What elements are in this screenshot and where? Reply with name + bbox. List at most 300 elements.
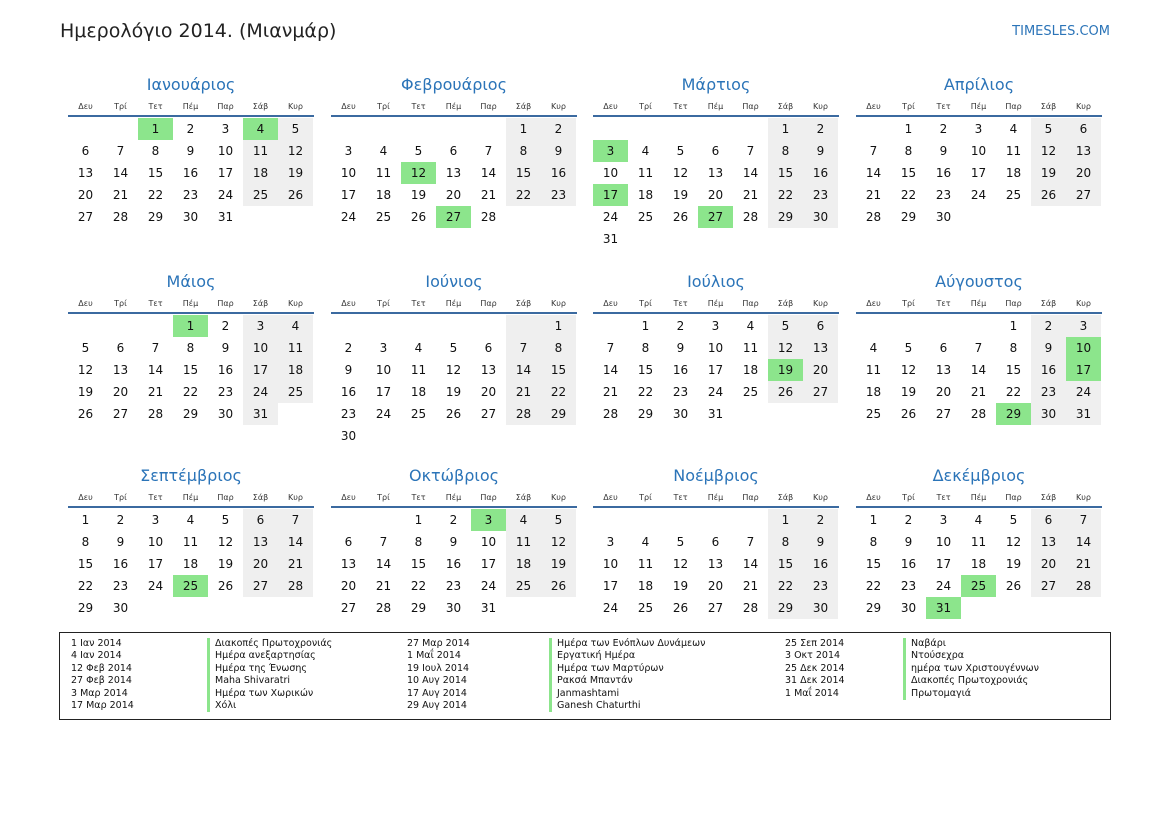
month-name: Μάρτιος — [681, 75, 751, 94]
day-cell: 22 — [900, 188, 917, 202]
day-cell: 7 — [379, 535, 388, 549]
empty-cell — [471, 315, 506, 337]
day-cell: 11 — [506, 531, 541, 553]
day-cell: 22 — [77, 579, 94, 593]
day-cell: 9 — [676, 341, 685, 355]
day-cell: 15 — [410, 557, 427, 571]
weekday-label: Δευ — [866, 493, 881, 502]
day-cell: 29 — [637, 407, 654, 421]
month-name: Ιανουάριος — [146, 75, 236, 94]
weekday-label: Τετ — [936, 102, 951, 111]
day-cell: 29 — [768, 206, 803, 228]
day-cell: 13 — [935, 363, 952, 377]
empty-cell — [961, 315, 996, 337]
day-cell: 20 — [77, 188, 94, 202]
month-block — [68, 465, 314, 619]
holiday-day-cell: 17 — [593, 184, 628, 206]
day-cell: 28 — [375, 601, 392, 615]
day-cell: 26 — [900, 407, 917, 421]
day-cell: 22 — [410, 579, 427, 593]
day-cell: 28 — [742, 601, 759, 615]
day-cell: 31 — [243, 403, 278, 425]
legend-date: 19 Ιουλ 2014 — [407, 662, 470, 674]
weekday-label: Τρί — [377, 493, 390, 502]
day-cell: 12 — [541, 531, 576, 553]
day-cell: 10 — [217, 144, 234, 158]
weekday-header — [856, 490, 1102, 508]
legend-holiday-name: Ημέρα των Μαρτύρων — [557, 662, 664, 674]
day-cell: 28 — [278, 575, 313, 597]
weekday-label: Δευ — [341, 102, 356, 111]
weekday-label: Τετ — [148, 299, 163, 308]
days-grid — [331, 118, 577, 228]
weekday-label: Σάβ — [515, 299, 532, 308]
holiday-day-cell: 31 — [926, 597, 961, 619]
day-cell: 20 — [480, 385, 497, 399]
day-cell: 20 — [707, 188, 724, 202]
day-cell: 1 — [81, 513, 90, 527]
weekday-label: Κυρ — [1076, 493, 1091, 502]
month-name: Δεκέμβριος — [932, 466, 1026, 485]
day-cell: 18 — [278, 359, 313, 381]
day-cell: 23 — [340, 407, 357, 421]
days-grid — [856, 118, 1102, 228]
legend-holiday-name: Ημέρα της Ένωσης — [215, 662, 307, 674]
day-cell: 8 — [904, 144, 913, 158]
day-cell: 3 — [344, 144, 353, 158]
legend-date: 10 Αυγ 2014 — [407, 675, 467, 687]
legend-date: 25 Δεκ 2014 — [785, 662, 845, 674]
day-cell: 28 — [506, 403, 541, 425]
day-cell: 16 — [803, 553, 838, 575]
day-cell: 25 — [637, 210, 654, 224]
day-cell: 24 — [602, 210, 619, 224]
weekday-label: Πέμ — [970, 102, 987, 111]
day-cell: 1 — [1009, 319, 1018, 333]
day-cell: 7 — [278, 509, 313, 531]
day-cell: 16 — [803, 162, 838, 184]
day-cell: 24 — [1066, 381, 1101, 403]
weekday-label: Πέμ — [707, 493, 724, 502]
day-cell: 24 — [375, 407, 392, 421]
weekday-label: Παρ — [1005, 299, 1022, 308]
weekday-label: Παρ — [217, 102, 234, 111]
day-cell: 27 — [243, 575, 278, 597]
day-cell: 18 — [182, 557, 199, 571]
month-block — [593, 271, 839, 425]
days-grid — [593, 509, 839, 619]
weekday-label: Τετ — [936, 299, 951, 308]
legend-holiday-name: Διακοπές Πρωτοχρονιάς — [911, 675, 1029, 687]
weekday-label: Δευ — [866, 102, 881, 111]
day-cell: 21 — [970, 385, 987, 399]
legend-date: 25 Σεπ 2014 — [785, 638, 845, 649]
day-cell: 3 — [606, 535, 615, 549]
day-cell: 14 — [865, 166, 882, 180]
legend-names-col-1 — [207, 638, 332, 712]
day-cell: 24 — [970, 188, 987, 202]
day-cell: 1 — [541, 315, 576, 337]
weekday-label: Σάβ — [252, 493, 269, 502]
empty-cell — [471, 118, 506, 140]
day-cell: 6 — [484, 341, 493, 355]
day-cell: 10 — [707, 341, 724, 355]
empty-cell — [663, 118, 698, 140]
day-cell: 14 — [147, 363, 164, 377]
legend-holiday-name: Χόλι — [215, 700, 237, 712]
month-name: Ιούλιος — [687, 272, 745, 291]
day-cell: 20 — [340, 579, 357, 593]
day-cell: 20 — [803, 359, 838, 381]
day-cell: 4 — [186, 513, 195, 527]
day-cell: 1 — [869, 513, 878, 527]
empty-cell — [628, 509, 663, 531]
day-cell: 30 — [340, 429, 357, 443]
holiday-day-cell: 3 — [593, 140, 628, 162]
day-cell: 17 — [243, 359, 278, 381]
legend-holiday-name: Ganesh Chaturthi — [557, 700, 641, 712]
day-cell: 14 — [970, 363, 987, 377]
day-cell: 12 — [217, 535, 234, 549]
day-cell: 19 — [77, 385, 94, 399]
day-cell: 19 — [1031, 162, 1066, 184]
month-name: Αύγουστος — [935, 272, 1023, 291]
day-cell: 29 — [900, 210, 917, 224]
legend-date: 1 Μαΐ 2014 — [407, 650, 461, 662]
day-cell: 6 — [81, 144, 90, 158]
day-cell: 9 — [904, 535, 913, 549]
day-cell: 12 — [445, 363, 462, 377]
day-cell: 13 — [112, 363, 129, 377]
day-cell: 2 — [449, 513, 458, 527]
weekday-label: Παρ — [217, 493, 234, 502]
day-cell: 26 — [768, 381, 803, 403]
day-cell: 21 — [742, 188, 759, 202]
day-cell: 21 — [506, 381, 541, 403]
day-cell: 19 — [217, 557, 234, 571]
legend-date: 1 Μαΐ 2014 — [785, 687, 839, 699]
day-cell: 6 — [711, 144, 720, 158]
day-cell: 25 — [278, 381, 313, 403]
day-cell: 28 — [602, 407, 619, 421]
day-cell: 29 — [182, 407, 199, 421]
weekday-label: Τετ — [148, 493, 163, 502]
day-cell: 6 — [1031, 509, 1066, 531]
day-cell: 18 — [865, 385, 882, 399]
day-cell: 23 — [672, 385, 689, 399]
legend-date: 31 Δεκ 2014 — [785, 675, 845, 687]
day-cell: 5 — [904, 341, 913, 355]
empty-cell — [68, 315, 103, 337]
day-cell: 22 — [637, 385, 654, 399]
day-cell: 22 — [541, 381, 576, 403]
day-cell: 14 — [602, 363, 619, 377]
holiday-day-cell: 17 — [1066, 359, 1101, 381]
day-cell: 9 — [803, 140, 838, 162]
day-cell: 1 — [506, 118, 541, 140]
day-cell: 7 — [151, 341, 160, 355]
holiday-day-cell: 25 — [173, 575, 208, 597]
day-cell: 18 — [506, 553, 541, 575]
days-grid — [331, 315, 577, 447]
day-cell: 10 — [480, 535, 497, 549]
day-cell: 4 — [1009, 122, 1018, 136]
day-cell: 8 — [768, 140, 803, 162]
day-cell: 27 — [1066, 184, 1101, 206]
empty-cell — [331, 509, 366, 531]
month-block — [593, 74, 839, 250]
weekday-label: Πέμ — [445, 493, 462, 502]
empty-cell — [593, 118, 628, 140]
day-cell: 1 — [768, 118, 803, 140]
day-cell: 20 — [1066, 162, 1101, 184]
day-cell: 22 — [506, 184, 541, 206]
holiday-day-cell: 29 — [996, 403, 1031, 425]
day-cell: 3 — [221, 122, 230, 136]
day-cell: 8 — [1009, 341, 1018, 355]
empty-cell — [593, 509, 628, 531]
holiday-day-cell: 25 — [961, 575, 996, 597]
day-cell: 23 — [1031, 381, 1066, 403]
day-cell: 7 — [869, 144, 878, 158]
site-link[interactable]: TIMESLES.COM — [1012, 24, 1110, 39]
weekday-label: Τετ — [411, 493, 426, 502]
day-cell: 13 — [1031, 531, 1066, 553]
day-cell: 15 — [182, 363, 199, 377]
weekday-label: Κυρ — [288, 299, 303, 308]
day-cell: 10 — [935, 535, 952, 549]
weekday-label: Σάβ — [515, 493, 532, 502]
day-cell: 15 — [147, 166, 164, 180]
day-cell: 23 — [935, 188, 952, 202]
day-cell: 14 — [278, 531, 313, 553]
day-cell: 27 — [480, 407, 497, 421]
day-cell: 17 — [147, 557, 164, 571]
day-cell: 22 — [182, 385, 199, 399]
day-cell: 8 — [541, 337, 576, 359]
day-cell: 27 — [1031, 575, 1066, 597]
day-cell: 9 — [541, 140, 576, 162]
weekday-label: Κυρ — [813, 299, 828, 308]
day-cell: 3 — [379, 341, 388, 355]
day-cell: 2 — [116, 513, 125, 527]
day-cell: 17 — [217, 166, 234, 180]
day-cell: 23 — [900, 579, 917, 593]
weekday-header — [593, 99, 839, 117]
empty-cell — [401, 118, 436, 140]
weekday-label: Πέμ — [970, 299, 987, 308]
day-cell: 5 — [676, 535, 685, 549]
day-cell: 27 — [112, 407, 129, 421]
weekday-label: Δευ — [603, 299, 618, 308]
month-name: Σεπτέμβριος — [140, 466, 242, 485]
day-cell: 10 — [340, 166, 357, 180]
weekday-label: Τρί — [639, 102, 652, 111]
weekday-label: Δευ — [603, 102, 618, 111]
empty-cell — [628, 118, 663, 140]
day-cell: 16 — [541, 162, 576, 184]
day-cell: 8 — [186, 341, 195, 355]
day-cell: 6 — [1066, 118, 1101, 140]
day-cell: 26 — [1005, 579, 1022, 593]
day-cell: 29 — [865, 601, 882, 615]
day-cell: 16 — [112, 557, 129, 571]
day-cell: 1 — [414, 513, 423, 527]
day-cell: 13 — [707, 557, 724, 571]
day-cell: 2 — [221, 319, 230, 333]
empty-cell — [891, 315, 926, 337]
legend-holiday-name: Ημέρα των Χωρικών — [215, 687, 314, 699]
legend-date: 4 Ιαν 2014 — [71, 650, 122, 662]
day-cell: 18 — [637, 579, 654, 593]
day-cell: 9 — [186, 144, 195, 158]
day-cell: 20 — [243, 553, 278, 575]
day-cell: 20 — [935, 385, 952, 399]
weekday-label: Δευ — [341, 299, 356, 308]
day-cell: 22 — [147, 188, 164, 202]
weekday-label: Πέμ — [707, 299, 724, 308]
weekday-label: Πέμ — [182, 102, 199, 111]
holiday-day-cell: 19 — [768, 359, 803, 381]
empty-cell — [331, 118, 366, 140]
day-cell: 10 — [602, 166, 619, 180]
day-cell: 31 — [217, 210, 234, 224]
day-cell: 5 — [449, 341, 458, 355]
day-cell: 11 — [637, 166, 654, 180]
day-cell: 13 — [340, 557, 357, 571]
day-cell: 7 — [506, 337, 541, 359]
weekday-label: Τετ — [148, 102, 163, 111]
day-cell: 25 — [865, 407, 882, 421]
day-cell: 7 — [746, 535, 755, 549]
day-cell: 26 — [410, 210, 427, 224]
day-cell: 15 — [541, 359, 576, 381]
legend-holiday-name: Ρακσά Μπαντάν — [557, 675, 633, 687]
day-cell: 2 — [344, 341, 353, 355]
day-cell: 16 — [217, 363, 234, 377]
day-cell: 19 — [410, 188, 427, 202]
day-cell: 29 — [410, 601, 427, 615]
weekday-header — [331, 490, 577, 508]
day-cell: 16 — [445, 557, 462, 571]
day-cell: 28 — [742, 210, 759, 224]
legend-date: 1 Ιαν 2014 — [71, 638, 122, 649]
day-cell: 1 — [641, 319, 650, 333]
weekday-label: Κυρ — [551, 299, 566, 308]
day-cell: 31 — [1066, 403, 1101, 425]
day-cell: 18 — [243, 162, 278, 184]
weekday-label: Παρ — [742, 299, 759, 308]
legend-names-col-3 — [903, 638, 1039, 700]
weekday-label: Τρί — [902, 299, 915, 308]
day-cell: 2 — [1031, 315, 1066, 337]
day-cell: 1 — [768, 509, 803, 531]
weekday-label: Σάβ — [777, 299, 794, 308]
day-cell: 28 — [112, 210, 129, 224]
empty-cell — [698, 118, 733, 140]
weekday-header — [593, 490, 839, 508]
day-cell: 15 — [77, 557, 94, 571]
days-grid — [856, 509, 1102, 619]
weekday-label: Δευ — [603, 493, 618, 502]
weekday-label: Σάβ — [1040, 299, 1057, 308]
day-cell: 9 — [939, 144, 948, 158]
empty-cell — [593, 315, 628, 337]
day-cell: 19 — [900, 385, 917, 399]
weekday-label: Δευ — [78, 102, 93, 111]
empty-cell — [733, 509, 768, 531]
month-name: Μάιος — [166, 272, 216, 291]
day-cell: 15 — [768, 162, 803, 184]
day-cell: 12 — [278, 140, 313, 162]
day-cell: 23 — [803, 184, 838, 206]
weekday-label: Τρί — [114, 299, 127, 308]
day-cell: 24 — [602, 601, 619, 615]
day-cell: 4 — [414, 341, 423, 355]
day-cell: 26 — [672, 601, 689, 615]
day-cell: 23 — [445, 579, 462, 593]
day-cell: 21 — [278, 553, 313, 575]
day-cell: 3 — [151, 513, 160, 527]
day-cell: 20 — [707, 579, 724, 593]
day-cell: 5 — [414, 144, 423, 158]
day-cell: 26 — [541, 575, 576, 597]
page-title: Ημερολόγιο 2014. (Μιανμάρ) — [60, 20, 337, 42]
day-cell: 18 — [742, 363, 759, 377]
weekday-label: Τρί — [377, 299, 390, 308]
day-cell: 17 — [970, 166, 987, 180]
days-grid — [68, 509, 314, 619]
day-cell: 14 — [742, 166, 759, 180]
day-cell: 20 — [445, 188, 462, 202]
day-cell: 9 — [116, 535, 125, 549]
day-cell: 16 — [1031, 359, 1066, 381]
day-cell: 9 — [803, 531, 838, 553]
weekday-label: Πέμ — [182, 299, 199, 308]
empty-cell — [103, 315, 138, 337]
legend-holiday-name: Maha Shivaratri — [215, 675, 291, 687]
weekday-label: Τρί — [114, 102, 127, 111]
legend-date: 17 Αυγ 2014 — [407, 687, 467, 699]
day-cell: 15 — [768, 553, 803, 575]
weekday-label: Τετ — [673, 299, 688, 308]
day-cell: 4 — [278, 315, 313, 337]
day-cell: 22 — [768, 575, 803, 597]
holiday-day-cell: 12 — [401, 162, 436, 184]
day-cell: 20 — [1031, 553, 1066, 575]
weekday-label: Τετ — [411, 102, 426, 111]
day-cell: 24 — [707, 385, 724, 399]
day-cell: 5 — [1031, 118, 1066, 140]
day-cell: 28 — [865, 210, 882, 224]
day-cell: 24 — [147, 579, 164, 593]
day-cell: 16 — [340, 385, 357, 399]
day-cell: 18 — [375, 188, 392, 202]
day-cell: 10 — [375, 363, 392, 377]
day-cell: 19 — [672, 188, 689, 202]
weekday-label: Κυρ — [288, 493, 303, 502]
day-cell: 24 — [480, 579, 497, 593]
month-block — [856, 465, 1102, 619]
day-cell: 16 — [182, 166, 199, 180]
weekday-label: Πέμ — [445, 299, 462, 308]
day-cell: 4 — [746, 319, 755, 333]
day-cell: 8 — [506, 140, 541, 162]
month-block — [68, 271, 314, 425]
day-cell: 29 — [768, 597, 803, 619]
day-cell: 28 — [147, 407, 164, 421]
day-cell: 12 — [77, 363, 94, 377]
